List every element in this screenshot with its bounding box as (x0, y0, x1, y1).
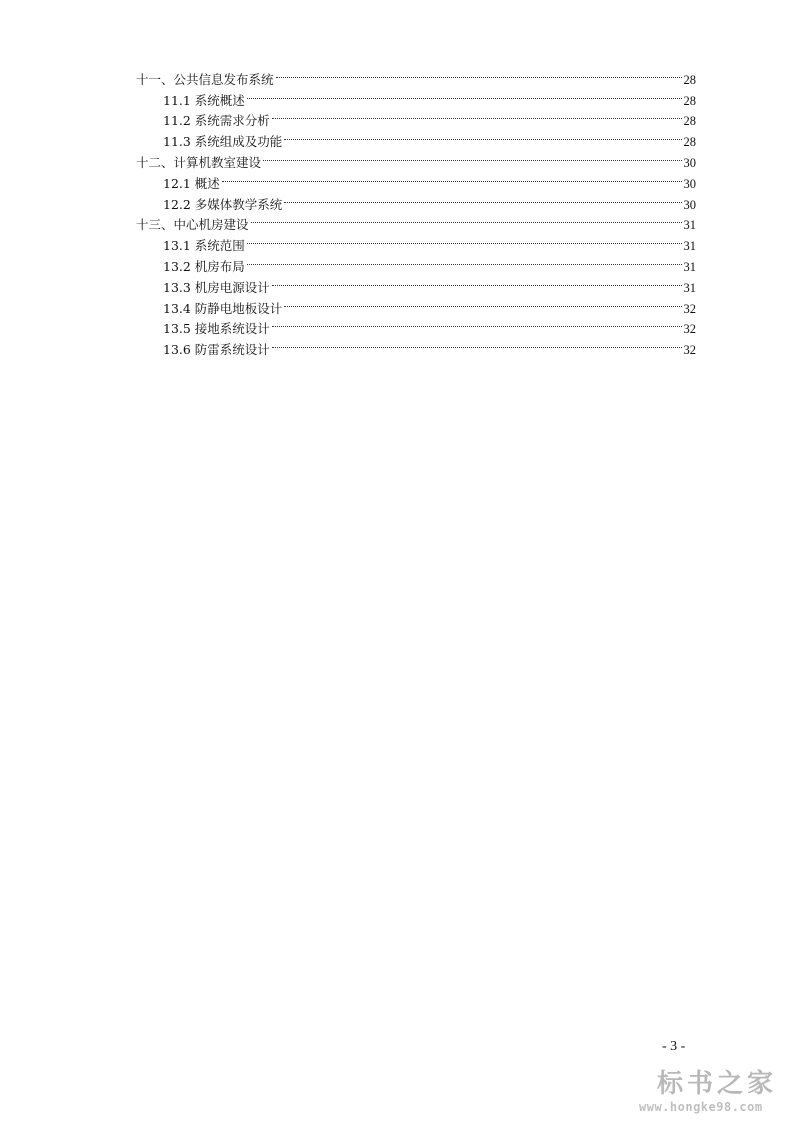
dot-leader (247, 84, 682, 105)
toc-entry-title: 13.1 系统范围 (163, 238, 245, 254)
toc-entry-title: 十三、中心机房建设 (136, 217, 249, 233)
toc-entry-title: 十一、公共信息发布系统 (136, 71, 274, 87)
toc-entry-title: 13.3 机房电源设计 (163, 279, 270, 295)
page-number: - 3 - (662, 1039, 686, 1054)
dot-leader (272, 105, 682, 126)
toc-entry-page: 28 (683, 135, 696, 150)
dot-leader (247, 229, 682, 250)
toc-entry-title: 12.2 多媒体教学系统 (163, 196, 283, 212)
toc-entry-page: 28 (683, 93, 696, 108)
toc-entry-title: 13.4 防静电地板设计 (163, 300, 283, 316)
toc-entry-title: 13.6 防雷系统设计 (163, 342, 270, 358)
dot-leader (247, 250, 682, 271)
toc-entry[interactable] (136, 63, 696, 87)
toc-entry-page: 32 (683, 343, 696, 358)
toc-entry-page: 30 (683, 176, 696, 191)
toc-entry-page: 28 (683, 114, 696, 129)
table-of-contents (136, 63, 696, 358)
toc-entry-page: 30 (683, 155, 696, 170)
dot-leader (272, 271, 682, 292)
toc-entry-page: 32 (683, 301, 696, 316)
toc-entry-title: 十二、计算机教室建设 (136, 154, 262, 170)
toc-entry-page: 30 (683, 197, 696, 212)
toc-entry-page: 31 (683, 218, 696, 233)
dot-leader (222, 167, 682, 188)
toc-entry-page: 31 (683, 280, 696, 295)
toc-entry-title: 12.1 概述 (163, 175, 220, 191)
toc-entry-page: 31 (683, 259, 696, 274)
dot-leader (251, 209, 682, 230)
toc-entry-page: 28 (683, 72, 696, 87)
watermark-logo (639, 1063, 789, 1119)
toc-entry-page: 32 (683, 322, 696, 337)
dot-leader (284, 125, 681, 146)
toc-entry-title: 13.5 接地系统设计 (163, 321, 270, 337)
toc-entry-title: 11.2 系统需求分析 (163, 113, 270, 129)
dot-leader (272, 313, 682, 334)
toc-entry-page: 31 (683, 239, 696, 254)
dot-leader (276, 63, 682, 84)
dot-leader (284, 292, 681, 313)
watermark-title: 标书之家 (657, 1069, 778, 1099)
dot-leader (284, 188, 681, 209)
toc-entry-title: 13.2 机房布局 (163, 258, 245, 274)
toc-entry-title: 11.3 系统组成及功能 (163, 134, 283, 150)
toc-entry-title: 11.1 系统概述 (163, 92, 245, 108)
dot-leader (263, 146, 681, 167)
toc-entry[interactable] (136, 188, 696, 212)
dot-leader (272, 333, 682, 354)
watermark-url: www.hongke98.com (639, 1100, 763, 1114)
